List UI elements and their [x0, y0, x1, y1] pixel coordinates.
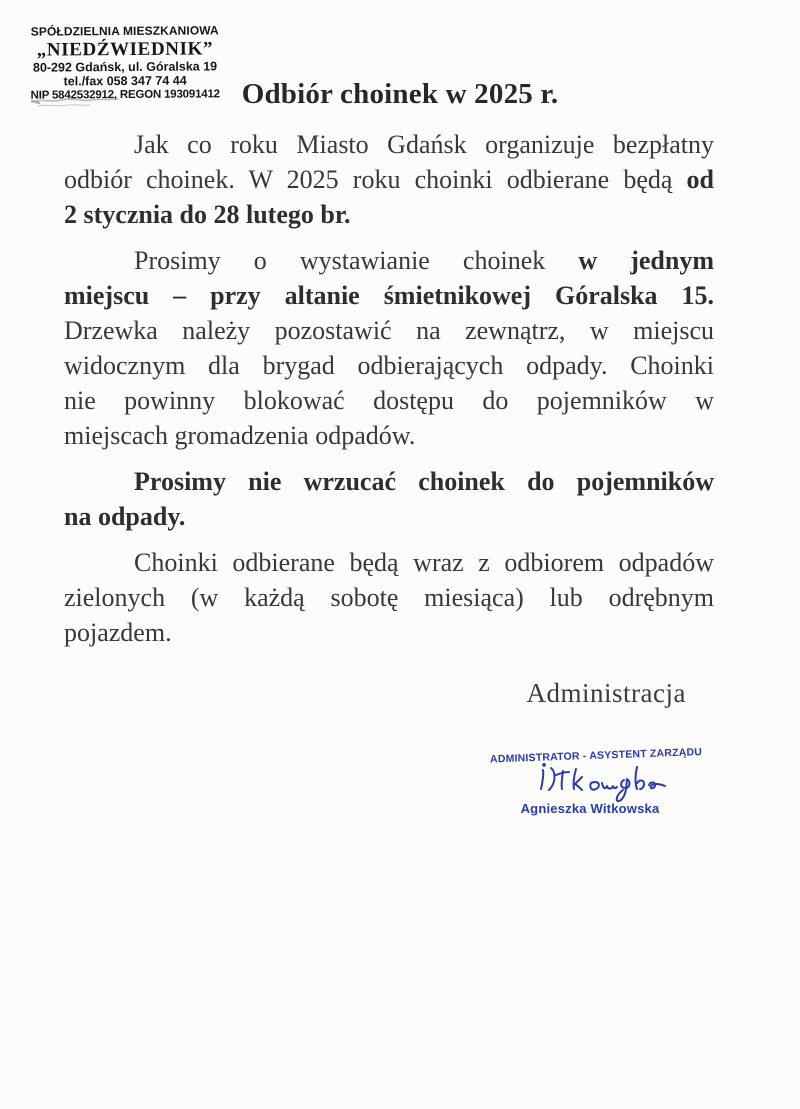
- text-line: [64, 243, 714, 278]
- text-segment: odbiór choinek. W 2025 roku choinki odbierane będą: [64, 165, 687, 194]
- text-segment-bold: od: [686, 165, 714, 194]
- text-segment: Drzewka należy pozostawić na zewnątrz, w miejscu: [64, 316, 714, 345]
- text-line: [64, 580, 714, 615]
- text-line: [64, 383, 714, 418]
- text-line: [64, 464, 714, 499]
- text-segment: widocznym dla brygad odbierających odpady. Choinki: [64, 351, 714, 380]
- text-line: [64, 197, 714, 232]
- text-segment: nie powinny blokować dostępu do pojemników w: [64, 386, 714, 415]
- text-segment-bold: na odpady.: [64, 502, 186, 531]
- text-line: [64, 162, 714, 197]
- signoff-administracja: Administracja: [526, 678, 686, 708]
- text-segment: Prosimy o wystawianie choinek: [134, 246, 579, 275]
- text-line: [64, 348, 714, 383]
- text-line: [64, 278, 714, 313]
- document-body: [64, 127, 714, 661]
- text-segment-bold: 2 stycznia do 28 lutego br.: [64, 200, 351, 229]
- paragraph-placement-instructions: [64, 243, 714, 453]
- role-stamp-text: ADMINISTRATOR - ASYSTENT ZARZĄDU: [489, 746, 703, 766]
- signature-stamp: [489, 746, 703, 816]
- text-line: [64, 418, 714, 453]
- paragraph-collection-dates: [64, 127, 714, 232]
- text-segment: zielonych (w każdą sobotę miesiąca) lub odrębnym: [64, 583, 714, 612]
- text-segment-bold: Prosimy nie wrzucać choinek do pojemników: [134, 467, 714, 496]
- text-line: [64, 499, 714, 534]
- text-segment: Choinki odbierane będą wraz z odbiorem odpadów: [134, 548, 714, 577]
- coop-nip-regon-line: NIP 5842532912, REGON 193091412: [30, 88, 220, 102]
- signature-handwriting-icon: [536, 759, 668, 803]
- text-segment-bold: miejscu – przy altanie śmietnikowej Góralska 15.: [64, 281, 714, 310]
- coop-phone-line: tel./fax 058 347 74 44: [63, 73, 187, 89]
- signer-name: Agnieszka Witkowska: [520, 801, 660, 816]
- coop-address-line: 80-292 Gdańsk, ul. Góralska 19: [32, 59, 218, 75]
- text-segment-bold: w jednym: [578, 246, 714, 275]
- text-segment: Jak co roku Miasto Gdańsk organizuje bezpłatny: [134, 130, 714, 159]
- document-title: Odbiór choinek w 2025 r.: [241, 78, 559, 110]
- text-segment: pojazdem.: [64, 618, 172, 647]
- text-line: [64, 545, 714, 580]
- coop-name-line: „NIEDŹWIEDNIK”: [36, 38, 214, 61]
- text-line: [64, 615, 714, 650]
- paragraph-no-containers-warning: [64, 464, 714, 534]
- text-segment: miejscach gromadzenia odpadów.: [64, 421, 416, 450]
- paragraph-green-waste-schedule: [64, 545, 714, 650]
- text-line: [64, 313, 714, 348]
- text-line: [64, 127, 714, 162]
- coop-type-line: SPÓŁDZIELNIA MIESZKANIOWA: [30, 23, 219, 39]
